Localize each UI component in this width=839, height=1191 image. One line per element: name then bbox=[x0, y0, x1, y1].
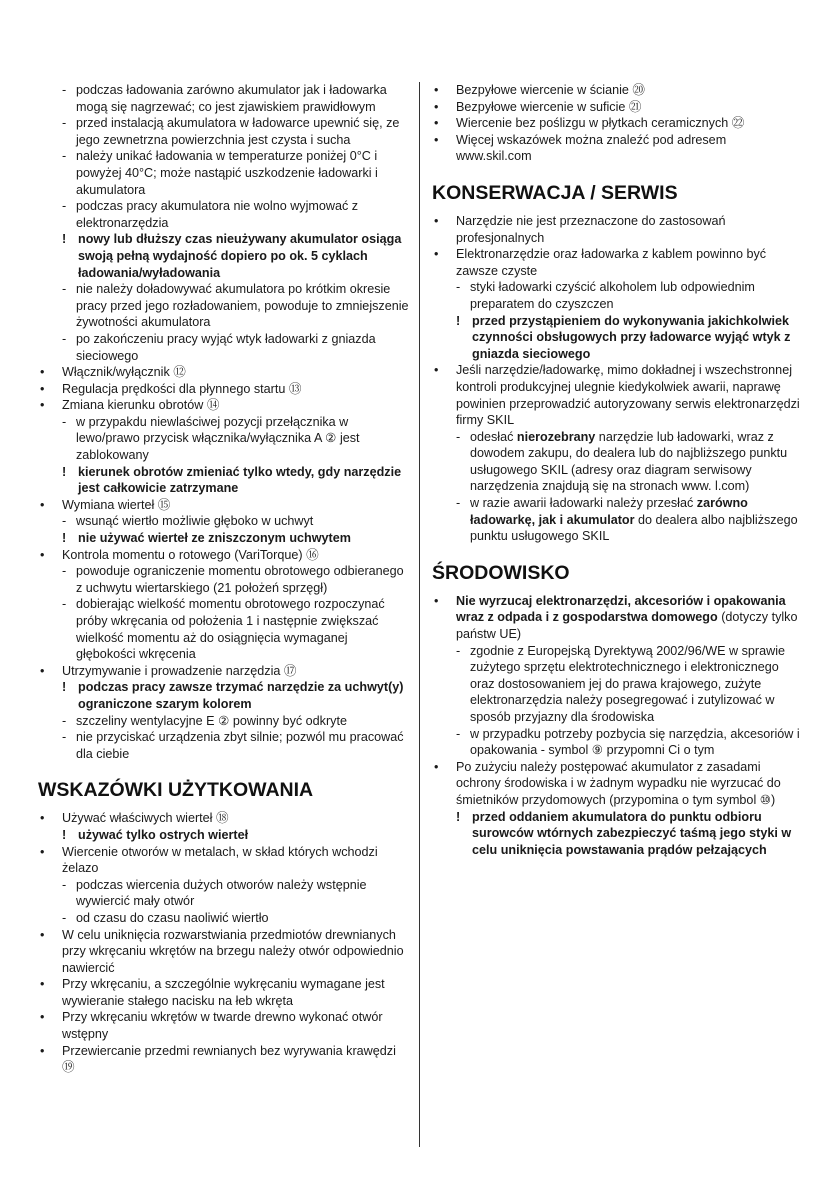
bullet-item: • Więcej wskazówek można znaleźć pod adresem www.skil.com bbox=[432, 132, 802, 165]
dash-item: - należy unikać ładowania w temperaturze poniżej 0°C i powyżej 40°C; może nastąpić uszkodzenie ładowarki i akumulatora bbox=[38, 148, 410, 198]
section-heading: ŚRODOWISKO bbox=[432, 561, 570, 584]
section-heading: WSKAZÓWKI UŻYTKOWANIA bbox=[38, 779, 314, 802]
bullet-item: • Wymiana wierteł ⑮ bbox=[38, 497, 410, 514]
bold-segment: zarówno ładowarkę, jak i akumulator bbox=[470, 496, 748, 527]
bullet-item: • W celu uniknięcia rozwarstwiania przedmiotów drewnianych przy wkręcaniu wkrętów na brzegu należy otwór odpowiednio nawiercić bbox=[38, 927, 410, 977]
bullet-item: • Bezpyłowe wiercenie w ścianie ⑳ bbox=[432, 82, 802, 99]
bullet-item bbox=[432, 593, 802, 643]
section-heading: KONSERWACJA / SERWIS bbox=[432, 181, 678, 204]
left-column bbox=[38, 82, 410, 1076]
dash-item: - powoduje ograniczenie momentu obrotowego odbieranego z uchwytu wiertarskiego (21 położeń sprzęgł) bbox=[38, 563, 410, 596]
dash-item: - nie przyciskać urządzenia zbyt silnie; pozwól mu pracować dla ciebie bbox=[38, 729, 410, 762]
bullet-item: • Wiercenie bez poślizgu w płytkach ceramicznych ㉒ bbox=[432, 115, 802, 132]
warning-item: ! kierunek obrotów zmieniać tylko wtedy, gdy narzędzie jest całkowicie zatrzymane bbox=[38, 464, 410, 497]
dash-item: - podczas ładowania zarówno akumulator jak i ładowarka mogą się nagrzewać; co jest zjawiskiem prawidłowym bbox=[38, 82, 410, 115]
column-divider bbox=[419, 82, 420, 1147]
dash-item: - przed instalacją akumulatora w ładowarce upewnić się, ze jego zewnetrzna powierzchnia jest czysta i sucha bbox=[38, 115, 410, 148]
bullet-item: • Włącznik/wyłącznik ⑫ bbox=[38, 364, 410, 381]
text-segment: odesłać bbox=[470, 429, 517, 444]
dash-item: - szczeliny wentylacyjne E ② powinny być odkryte bbox=[38, 713, 410, 730]
bullet-item: • Regulacja prędkości dla płynnego startu ⑬ bbox=[38, 381, 410, 398]
dash-item: - wsunąć wiertło możliwie głęboko w uchwyt bbox=[38, 513, 410, 530]
bullet-item: • Bezpyłowe wiercenie w suficie ㉑ bbox=[432, 99, 802, 116]
dash-item: - w przypakdu niewlaściwej pozycji przełącznika w lewo/prawo przycisk włącznika/wyłącznika A ② jest zablokowany bbox=[38, 414, 410, 464]
right-column bbox=[432, 82, 802, 858]
warning-item: ! nowy lub dłuższy czas nieużywany akumulator osiąga swoją pełną wydajność dopiero po ok. 5 cyklach ładowania/wyładowania bbox=[38, 231, 410, 281]
warning-item: ! podczas pracy zawsze trzymać narzędzie za uchwyt(y) ograniczone szarym kolorem bbox=[38, 679, 410, 712]
dash-item: - po zakończeniu pracy wyjąć wtyk ładowarki z gniazda sieciowego bbox=[38, 331, 410, 364]
warning-item: ! przed oddaniem akumulatora do punktu odbioru surowców wtórnych zabezpieczyć taśmą jego styki w celu uniknięcia powstawania prądów pełzających bbox=[432, 809, 802, 859]
bullet-item: • Utrzymywanie i prowadzenie narzędzia ⑰ bbox=[38, 663, 410, 680]
bullet-item: • Używać właściwych wierteł ⑱ bbox=[38, 810, 410, 827]
dash-item: - nie należy doładowywać akumulatora po krótkim okresie pracy przed jego rozładowaniem, powoduje to zmniejszenie żywotności akumulatora bbox=[38, 281, 410, 331]
bullet-item: • Przy wkręcaniu, a szczególnie wykręcaniu wymagane jest wywieranie stałego nacisku na łeb wkręta bbox=[38, 976, 410, 1009]
bold-segment: Nie wyrzucaj elektronarzędzi, akcesoriów i opakowania wraz z odpada i z gospodarstwa domowego bbox=[456, 593, 786, 625]
warning-item: ! używać tylko ostrych wierteł bbox=[38, 827, 410, 844]
bullet-item: • Jeśli narzędzie/ładowarkę, mimo dokładnej i wszechstronnej kontroli produkcyjnej ulegnie kiedykolwiek awarii, naprawę powinien przeprowadzić autoryzowany serwis elektronarzędzi firmy SKIL bbox=[432, 362, 802, 428]
bullet-item: • Elektronarzędzie oraz ładowarka z kablem powinno być zawsze czyste bbox=[432, 246, 802, 279]
dash-item: - od czasu do czasu naoliwić wiertło bbox=[38, 910, 410, 927]
bold-segment: nierozebrany bbox=[516, 429, 596, 444]
text-segment: do dealera albo najbliższego punktu usługowego SKIL bbox=[470, 512, 798, 544]
bullet-item: • Przy wkręcaniu wkrętów w twarde drewno wykonać otwór wstępny bbox=[38, 1009, 410, 1042]
warning-item: ! przed przystąpieniem do wykonywania jakichkolwiek czynności obsługowych przy ładowarce wyjąć wtyk z gniazda sieciowego bbox=[432, 313, 802, 363]
dash-item: - styki ładowarki czyścić alkoholem lub odpowiednim preparatem do czyszczen bbox=[432, 279, 802, 312]
bullet-item: • Narzędzie nie jest przeznaczone do zastosowań profesjonalnych bbox=[432, 213, 802, 246]
warning-item: ! nie używać wierteł ze zniszczonym uchwytem bbox=[38, 530, 410, 547]
text-segment: narzędzie lub ładowarki, wraz z dowodem zakupu, do dealera lub do najbliższego punktu usługowego SKIL (adresy oraz diagram serwisowy narzędzenia znajdują się na stronach www. l.com) bbox=[470, 429, 788, 494]
dash-item bbox=[432, 495, 802, 545]
bullet-item: • Kontrola momentu o rotowego (VariTorque) ⑯ bbox=[38, 547, 410, 564]
dash-item: - w przypadku potrzeby pozbycia się narzędzia, akcesoriów i opakowania - symbol ⑨ przypomni Ci o tym bbox=[432, 726, 802, 759]
bullet-item: • Wiercenie otworów w metalach, w skład których wchodzi żelazo bbox=[38, 844, 410, 877]
dash-item: - dobierając wielkość momentu obrotowego rozpoczynać próby wkręcania od położenia 1 i następnie zwiększać wielkość momentu aż do osiągnięcia wymaganej głębokości wkręcenia bbox=[38, 596, 410, 662]
dash-item bbox=[432, 429, 802, 495]
bullet-item: • Przewiercanie przedmi rewnianych bez wyrywania krawędzi ⑲ bbox=[38, 1043, 410, 1076]
bullet-item: • Po zużyciu należy postępować akumulator z zasadami ochrony środowiska i w żadnym wypadku nie wyrzucać do śmietników przydomowych (przypomina o tym symbol ⑩) bbox=[432, 759, 802, 809]
text-segment: w razie awarii ładowarki należy przesłać bbox=[470, 496, 697, 511]
dash-item: - podczas pracy akumulatora nie wolno wyjmować z elektronarzędzia bbox=[38, 198, 410, 231]
text-segment: (dotyczy tylko państw UE) bbox=[456, 610, 798, 642]
dash-item: - podczas wiercenia dużych otworów należy wstępnie wywiercić mały otwór bbox=[38, 877, 410, 910]
bullet-item: • Zmiana kierunku obrotów ⑭ bbox=[38, 397, 410, 414]
dash-item: - zgodnie z Europejską Dyrektywą 2002/96/WE w sprawie zużytego sprzętu elektrotechnicznego i elektronicznego oraz dostosowaniem jej do prawa krajowego, zużyte elektronarzędzia należy posegregować i zutylizować w sposób przyjazny dla środowiska bbox=[432, 643, 802, 726]
